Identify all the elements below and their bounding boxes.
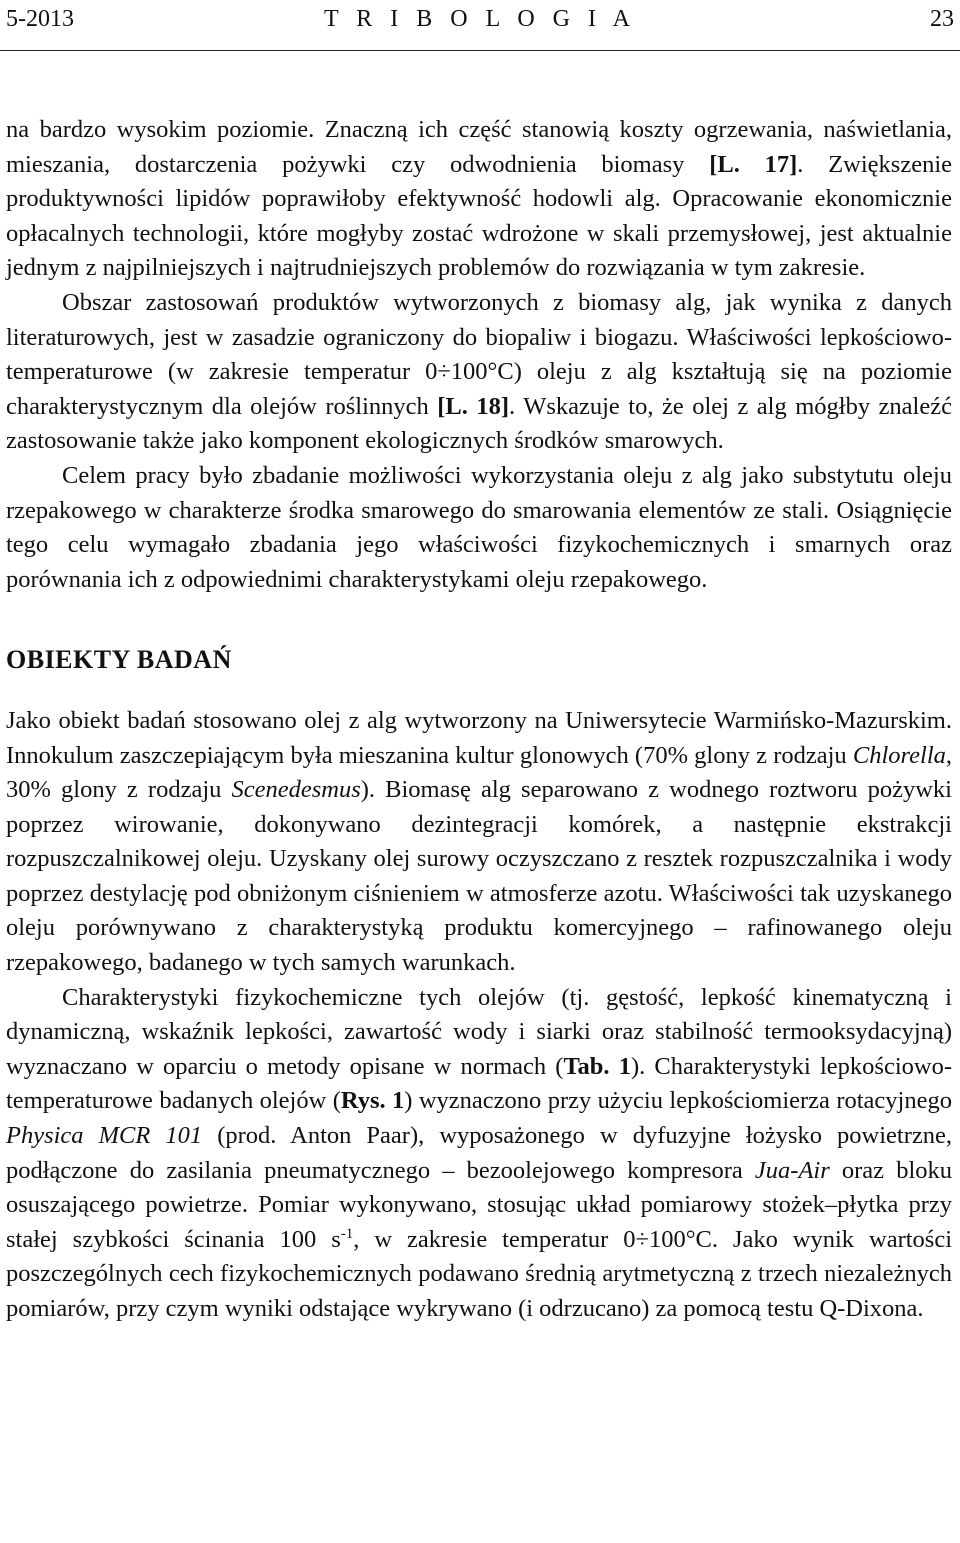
- p1-rest: . Zwiększenie produktywności lipidów poprawiłoby efektywność hodowli alg. Opracowanie ekonomicznie opłacalnych technologii, które mogłyby zostać wdrożone w skali przemysłowej, jest aktualnie jednym z najpilniejszych i najtrudniejszych problemów do rozwiązania w tym zakresie.: [6, 150, 952, 282]
- p3-text: Celem pracy było zbadanie możliwości wykorzystania oleju z alg jako substytutu oleju rzepakowego w charakterze środka smarowego do smarowania elementów ze stali. Osiągnięcie tego celu wymagało zbadania jego właściwości fizykochemicznych i smarnych oraz porównania ich z odpowiednimi charakterystykami oleju rzepakowego.: [6, 461, 952, 593]
- paragraph-4: [6, 704, 952, 981]
- p5-text-c: ) wyznaczono przy użyciu lepkościomierza rotacyjnego: [404, 1087, 952, 1115]
- issue-number: 5-2013: [6, 6, 74, 32]
- paragraph-1: [6, 113, 952, 286]
- table-ref: Tab. 1: [563, 1052, 631, 1080]
- journal-title: T R I B O L O G I A: [324, 6, 636, 32]
- p1-text: na bardzo wysokim poziomie. Znaczną ich część stanowią koszty ogrzewania, naświetlania, mieszania, dostarczenia pożywki czy odwodnienia biomasy: [6, 116, 952, 178]
- header-rule: [0, 50, 960, 51]
- p4-text-a: Jako obiekt badań stosowano olej z alg wytworzony na Uniwersytecie Warmińsko-Mazurskim. Innokulum zaszczepiającym była mieszanina kultur glonowych (70% glony z rodzaju: [6, 706, 952, 769]
- p4-text-c: ). Biomasę alg separowano z wodnego roztworu pożywki poprzez wirowanie, dokonywano dezintegracji komórek, a następnie ekstrakcji rozpuszczalnikowej oleju. Uzyskany olej surowy oczyszczano z resztek rozpuszczalnika i wody poprzez destylację pod obniżonym ciśnieniem w atmosferze azotu. Właściwości tak uzyskanego oleju porównywano z charakterystyką produktu komercyjnego – rafinowanego oleju rzepakowego, badanego w tych samych warunkach.: [6, 776, 952, 977]
- p4-text-b: , 30% glony z rodzaju: [6, 741, 952, 804]
- figure-ref: Rys. 1: [340, 1087, 405, 1115]
- ref-l17: [L. 17]: [709, 150, 798, 178]
- running-header: [6, 4, 954, 34]
- instrument-name: Physica MCR 101: [6, 1122, 203, 1150]
- genus-scenedesmus: Scenedesmus: [231, 776, 361, 804]
- p2-text-a: Obszar zastosowań produktów wytworzonych z biomasy alg, jak wynika z danych literaturowych, jest w zasadzie ograniczony do biopaliw i biogazu. Właściwości lepkościowo-temperaturowe (w zakresie temperatur 0÷100°C) oleju z alg kształtują się na poziomie charakterystycznym dla olejów roślinnych: [6, 288, 952, 420]
- section-title: OBIEKTY BADAŃ: [6, 645, 232, 675]
- page-number: 23: [930, 6, 954, 32]
- p5-text-d: (prod. Anton Paar), wyposażonego w dyfuzyjne łożysko powietrzne, podłączone do zasilania pneumatycznego – bezoolejowego kompresora: [6, 1122, 952, 1184]
- unit-exponent: -1: [340, 1225, 354, 1242]
- compressor-name: Jua-Air: [754, 1156, 830, 1184]
- p5-text-e: oraz bloku osuszającego powietrze. Pomiar wykonywano, stosując układ pomiarowy stożek–płytka przy stałej szybkości ścinania 100 s: [6, 1156, 953, 1253]
- p5-text-a: Charakterystyki fizykochemiczne tych olejów (tj. gęstość, lepkość kinematyczną i dynamiczną, wskaźnik lepkości, zawartość wody i siarki oraz stabilność termooksydacyjną) wyznaczano w oparciu o metody opisane w normach (: [6, 983, 952, 1080]
- genus-chlorella: Chlorella: [852, 741, 946, 769]
- p5-text-b: ). Charakterystyki lepkościowo-temperaturowe badanych olejów (: [6, 1052, 952, 1115]
- ref-l18: [L. 18]: [437, 392, 510, 420]
- p5-text-f: , w zakresie temperatur 0÷100°C. Jako wynik wartości poszczególnych cech fizykochemicznych podawano średnią arytmetyczną z trzech niezależnych pomiarów, przy czym wyniki odstające wykrywano (i odrzucano) za pomocą testu Q-Dixona.: [6, 1225, 952, 1322]
- paragraph-3: [6, 459, 952, 597]
- body-text: [6, 113, 952, 1327]
- p2-text-b: . Wskazuje to, że olej z alg mógłby znaleźć zastosowanie także jako komponent ekologicznych środków smarowych.: [6, 392, 952, 455]
- paragraph-5: [6, 981, 952, 1327]
- paragraph-2: [6, 286, 952, 459]
